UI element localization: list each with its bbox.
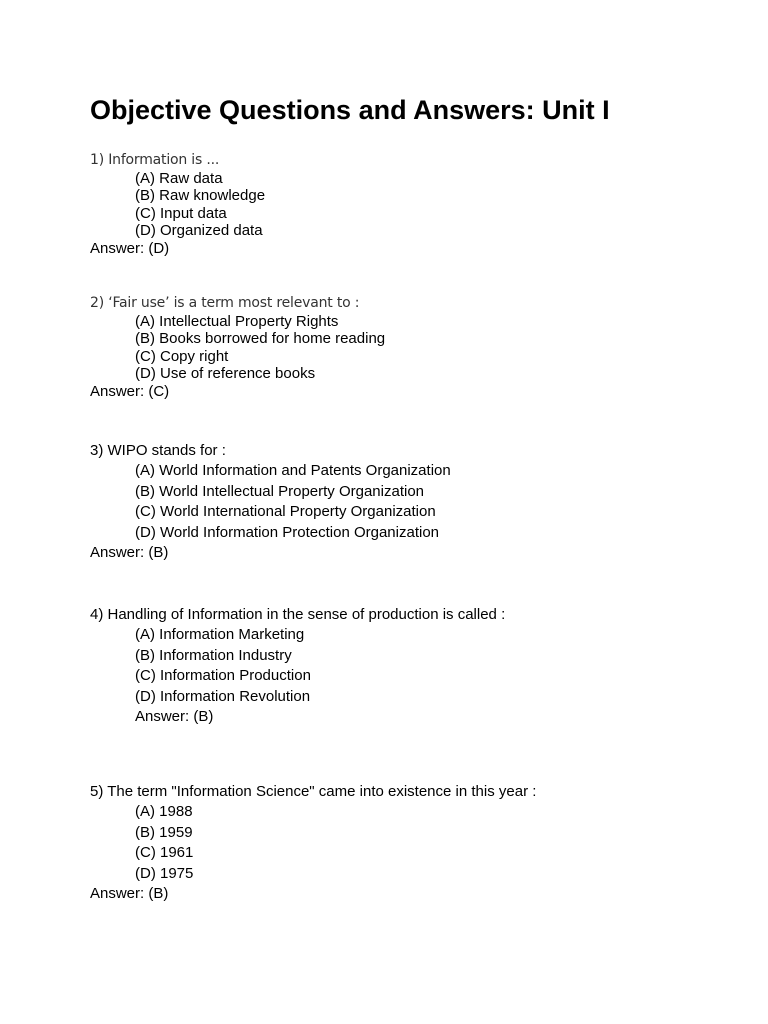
- answer-option-c: (C) World International Property Organization: [135, 503, 436, 521]
- question-prompt: 1) Information is ...: [90, 152, 220, 168]
- answer-option-b: (B) Raw knowledge: [135, 187, 266, 205]
- answer-option-a: (A) World Information and Patents Organization: [135, 462, 451, 480]
- answer-option-b: (B) Books borrowed for home reading: [135, 330, 386, 348]
- question-1: [90, 152, 265, 258]
- answer-option-a: (A) 1988: [135, 803, 193, 821]
- answer-option-d: (D) Use of reference books: [135, 365, 316, 383]
- answer-option-b: (B) World Intellectual Property Organization: [135, 482, 425, 500]
- answer-option-d: (D) 1975: [135, 864, 194, 882]
- answer-option-d: (D) Organized data: [135, 222, 263, 240]
- question-prompt: 4) Handling of Information in the sense of production is called :: [90, 606, 506, 623]
- answer-option-a: (A) Information Marketing: [135, 626, 305, 644]
- answer-option-c: (C) 1961: [135, 844, 194, 862]
- question-5: [90, 782, 536, 904]
- answer-option-a: (A) Intellectual Property Rights: [135, 312, 339, 330]
- question-prompt: 5) The term "Information Science" came into existence in this year :: [90, 783, 537, 800]
- question-3: [90, 441, 451, 563]
- answer-option-c: (C) Input data: [135, 204, 227, 222]
- answer-option-d: (D) World Information Protection Organization: [135, 523, 440, 541]
- answer-option-b: (B) 1959: [135, 823, 193, 841]
- correct-answer: Answer: (B): [90, 543, 169, 561]
- answer-option-a: (A) Raw data: [135, 169, 223, 187]
- document-title: Objective Questions and Answers: Unit I: [90, 95, 610, 125]
- answer-option-d: (D) Information Revolution: [135, 687, 311, 705]
- answer-option-c: (C) Copy right: [135, 347, 229, 365]
- correct-answer: Answer: (C): [90, 382, 170, 400]
- question-4: [90, 605, 505, 727]
- correct-answer: Answer: (D): [90, 239, 170, 257]
- answer-option-b: (B) Information Industry: [135, 646, 292, 664]
- question-2: [90, 295, 385, 401]
- correct-answer: Answer: (B): [135, 707, 214, 725]
- answer-option-c: (C) Information Production: [135, 667, 311, 685]
- question-prompt: 2) ‘Fair use’ is a term most relevant to :: [90, 295, 360, 311]
- correct-answer: Answer: (B): [90, 884, 169, 902]
- question-prompt: 3) WIPO stands for :: [90, 442, 226, 459]
